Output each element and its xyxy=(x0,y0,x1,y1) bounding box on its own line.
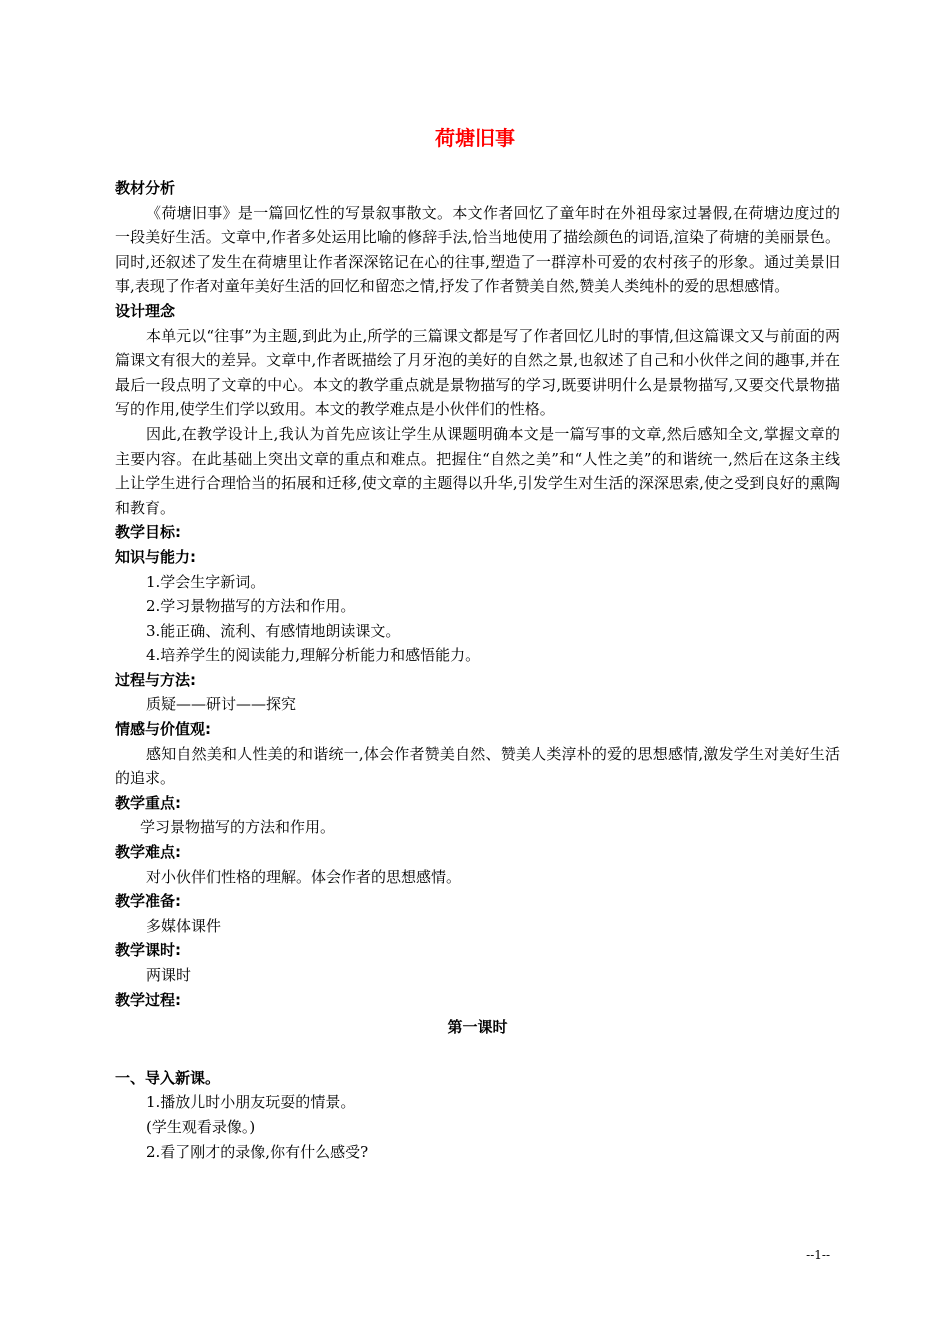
prep-text: 多媒体课件 xyxy=(146,916,222,935)
knowledge-item: 2.学习景物描写的方法和作用。 xyxy=(146,597,356,616)
knowledge-item: 1.学会生字新词。 xyxy=(146,572,266,591)
knowledge-item: 3.能正确、流利、有感情地朗读课文。 xyxy=(146,621,401,640)
knowledge-heading: 知识与能力: xyxy=(115,547,196,566)
lesson-title: 第一课时 xyxy=(447,1018,508,1037)
flow-heading: 教学过程: xyxy=(115,990,181,1009)
process-text: 质疑——研讨——探究 xyxy=(146,695,297,714)
emotion-heading: 情感与价值观: xyxy=(115,720,211,739)
section-heading-analysis: 教材分析 xyxy=(115,179,176,197)
document-title: 荷塘旧事 xyxy=(435,126,515,150)
intro-item: 2.看了刚才的录像,你有什么感受? xyxy=(146,1142,369,1161)
difficulty-heading: 教学难点: xyxy=(115,843,181,862)
goals-heading: 教学目标: xyxy=(115,523,181,542)
prep-heading: 教学准备: xyxy=(115,892,181,911)
focus-text: 学习景物描写的方法和作用。 xyxy=(140,818,336,837)
design-paragraph-2: 因此,在教学设计上,我认为首先应该让学生从课题明确本文是一篇写事的文章,然后感知全文,掌握文章的主要内容。在此基础上突出文章的重点和难点。把握住“自然之美”和“人性之美”的和谐统一,然后在这条主线上让学生进行合理恰当的拓展和迁移,使文章的主题得以升华,引发学生对生活的深深思索,使之受到良好的熏陶和教育。 xyxy=(115,424,840,517)
page-number: --1-- xyxy=(806,1248,830,1262)
design-paragraph-1: 本单元以“往事”为主题,到此为止,所学的三篇课文都是写了作者回忆儿时的事情,但这篇课文又与前面的两篇课文有很大的差异。文章中,作者既描绘了月牙泡的美好的自然之景,也叙述了自己和小伙伴之间的趣事,并在最后一段点明了文章的中心。本文的教学重点就是景物描写的学习,既要讲明什么是景物描写,又要交代景物描写的作用,使学生们学以致用。本文的教学难点是小伙伴们的性格。 xyxy=(115,326,840,419)
emotion-text: 感知自然美和人性美的和谐统一,体会作者赞美自然、赞美人类淳朴的爱的思想感情,激发学生对美好生活的追求。 xyxy=(115,744,840,788)
intro-item: 1.播放儿时小朋友玩耍的情景。 xyxy=(146,1093,356,1112)
document-body xyxy=(115,176,840,1164)
process-heading: 过程与方法: xyxy=(115,670,196,689)
intro-item: (学生观看录像。) xyxy=(146,1117,256,1136)
analysis-paragraph: 《荷塘旧事》是一篇回忆性的写景叙事散文。本文作者回忆了童年时在外祖母家过暑假,在荷塘边度过的一段美好生活。文章中,作者多处运用比喻的修辞手法,恰当地使用了描绘颜色的词语,渲染了荷塘的美丽景色。同时,还叙述了发生在荷塘里让作者深深铭记在心的往事,塑造了一群淳朴可爱的农村孩子的形象。通过美景旧事,表现了作者对童年美好生活的回忆和留恋之情,抒发了作者赞美自然,赞美人类纯朴的爱的思想感情。 xyxy=(115,203,840,296)
section-heading-design: 设计理念 xyxy=(115,301,176,320)
difficulty-text: 对小伙伴们性格的理解。体会作者的思想感情。 xyxy=(146,867,462,886)
focus-heading: 教学重点: xyxy=(115,793,181,812)
intro-heading: 一、导入新课。 xyxy=(115,1068,221,1087)
hours-heading: 教学课时: xyxy=(115,941,181,960)
hours-text: 两课时 xyxy=(146,966,192,984)
knowledge-item: 4.培养学生的阅读能力,理解分析能力和感悟能力。 xyxy=(146,646,481,665)
